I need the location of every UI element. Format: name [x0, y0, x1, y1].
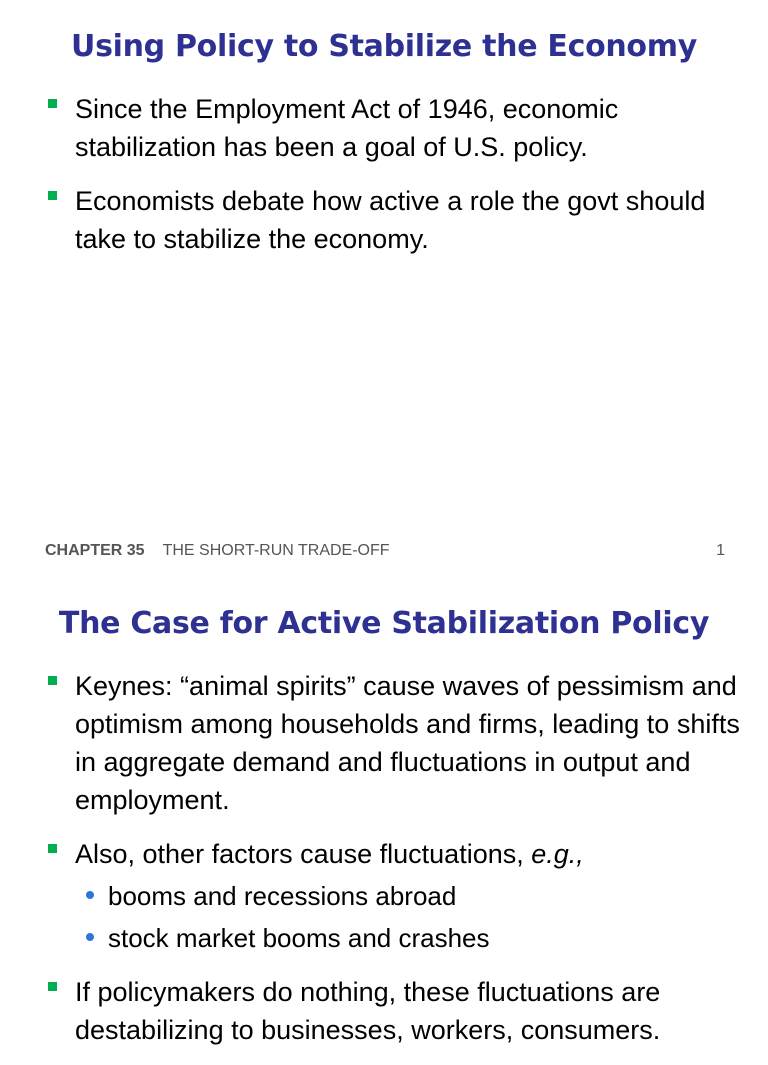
bullet-item — [46, 973, 746, 1049]
sub-bullet-item — [75, 877, 746, 915]
sub-bullet-text: stock market booms and crashes — [108, 923, 490, 953]
slide-1-title: Using Policy to Stabilize the Economy — [71, 29, 697, 64]
dot-bullet-icon — [86, 933, 94, 941]
square-bullet-icon — [48, 844, 57, 853]
chapter-label: CHAPTER 35 — [45, 542, 145, 559]
chapter-title: THE SHORT-RUN TRADE-OFF — [162, 542, 390, 559]
dot-bullet-icon — [86, 891, 94, 899]
square-bullet-icon — [48, 676, 57, 685]
sub-bullet-text: booms and recessions abroad — [108, 881, 457, 911]
bullet-item — [46, 90, 746, 166]
bullet-item — [46, 667, 746, 819]
slide-2 — [0, 578, 768, 1045]
bullet-item — [46, 182, 746, 258]
bullet-text: Economists debate how active a role the govt should take to stabilize the economy. — [75, 186, 706, 254]
bullet-text: Keynes: “animal spirits” cause waves of pessimism and optimism among households and firms, leading to shifts in aggregate demand and fluctuations in output and employment. — [75, 671, 740, 815]
sub-bullet-item — [75, 919, 746, 957]
slide-footer — [45, 542, 725, 560]
bullet-text: Since the Employment Act of 1946, economic stabilization has been a goal of U.S. policy. — [75, 94, 619, 162]
page-number: 1 — [716, 542, 725, 559]
bullet-text: Also, other factors cause fluctuations, — [75, 839, 532, 869]
bullet-item — [46, 835, 746, 957]
square-bullet-icon — [48, 982, 57, 991]
bullet-text: If policymakers do nothing, these fluctuations are destabilizing to businesses, workers, consumers. — [75, 977, 661, 1045]
square-bullet-icon — [48, 191, 57, 200]
slide-2-title: The Case for Active Stabilization Policy — [58, 606, 710, 641]
sub-bullet-list — [75, 877, 746, 957]
slide-1-bullet-list — [46, 90, 746, 274]
bullet-emphasis: e.g., — [531, 839, 584, 869]
square-bullet-icon — [48, 99, 57, 108]
slide-2-bullet-list — [46, 667, 746, 1065]
